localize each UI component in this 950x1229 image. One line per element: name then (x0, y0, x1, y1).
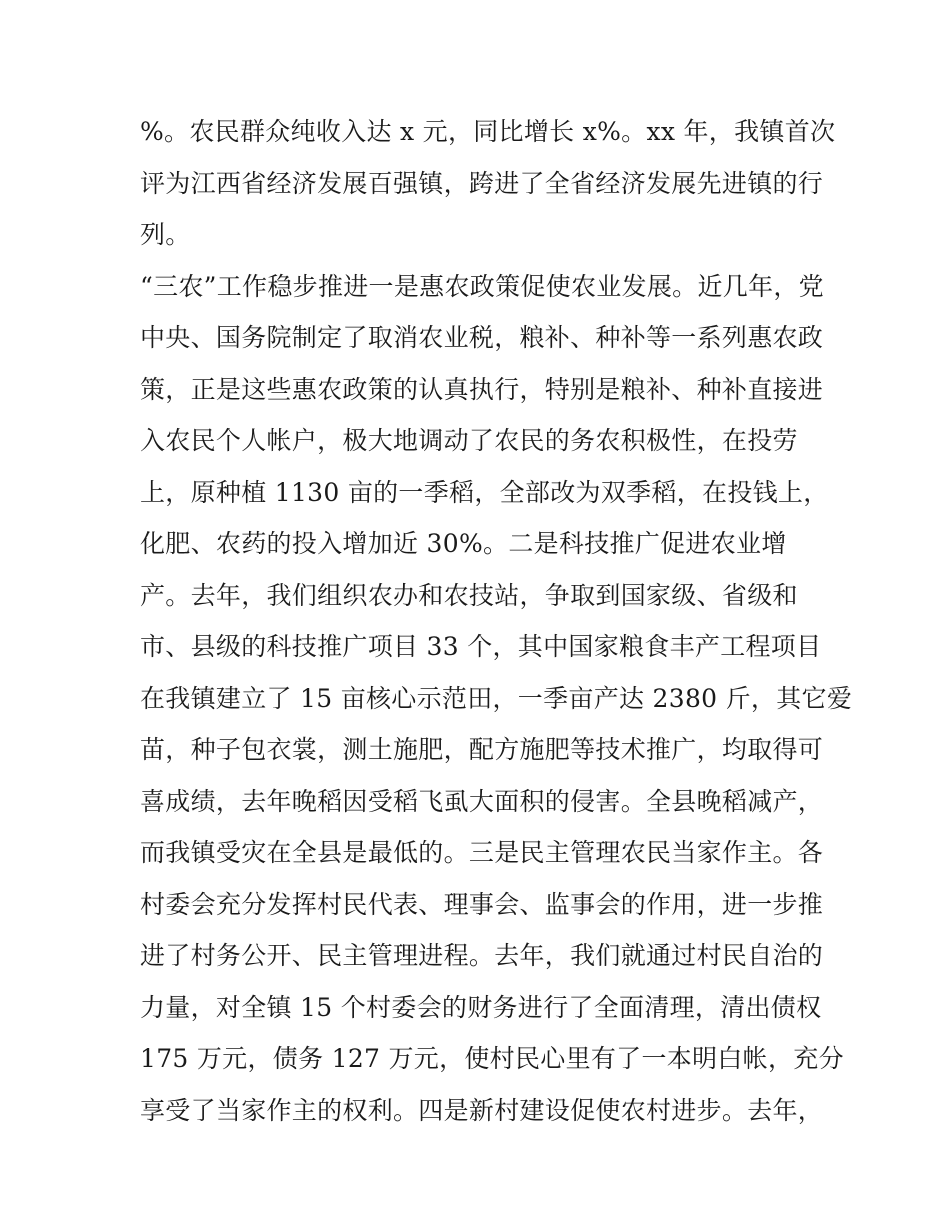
text-line: 喜成绩，去年晚稻因受稻飞虱大面积的侵害。全县晚稻减产， (140, 786, 824, 816)
text-line: 力量，对全镇 15 个村委会的财务进行了全面清理，清出债权 (140, 992, 822, 1022)
text-line: 市、县级的科技推广项目 33 个，其中国家粮食丰产工程项目 (140, 632, 822, 661)
text-line: “三农”工作稳步推进一是惠农政策促使农业发展。近几年，党 (140, 271, 824, 301)
text-line: 列。 (140, 220, 191, 249)
text-line: 村委会充分发挥村民代表、理事会、监事会的作用，进一步推 (140, 889, 824, 919)
text-line: 享受了当家作主的权利。四是新村建设促使农村进步。去年， (140, 1095, 824, 1125)
text-line: 175 万元，债务 127 万元，使村民心里有了一本明白帐，充分 (140, 1044, 844, 1073)
text-line: 入农民个人帐户，极大地调动了农民的务农积极性，在投劳 (140, 426, 798, 455)
text-line: 评为江西省经济发展百强镇，跨进了全省经济发展先进镇的行 (140, 168, 824, 198)
text-line: 中央、国务院制定了取消农业税，粮补、种补等一系列惠农政 (140, 323, 824, 352)
text-line: 策，正是这些惠农政策的认真执行，特别是粮补、种补直接进 (140, 374, 824, 404)
text-line: 在我镇建立了 15 亩核心示范田，一季亩产达 2380 斤，其它爱 (140, 683, 853, 713)
text-line: 产。去年，我们组织农办和农技站，争取到国家级、省级和 (140, 580, 798, 610)
text-line: 苗，种子包衣裳，测土施肥，配方施肥等技术推广，均取得可 (140, 735, 824, 764)
document-body (140, 106, 853, 1136)
text-line: 上，原种植 1130 亩的一季稻，全部改为双季稻，在投钱上， (140, 477, 829, 507)
text-line: 化肥、农药的投入增加近 30%。二是科技推广促进农业增 (140, 529, 787, 558)
text-line: %。农民群众纯收入达 x 元，同比增长 x%。xx 年，我镇首次 (140, 117, 836, 146)
text-line: 而我镇受灾在全县是最低的。三是民主管理农民当家作主。各 (140, 838, 824, 867)
text-line: 进了村务公开、民主管理进程。去年，我们就通过村民自治的 (140, 941, 824, 970)
